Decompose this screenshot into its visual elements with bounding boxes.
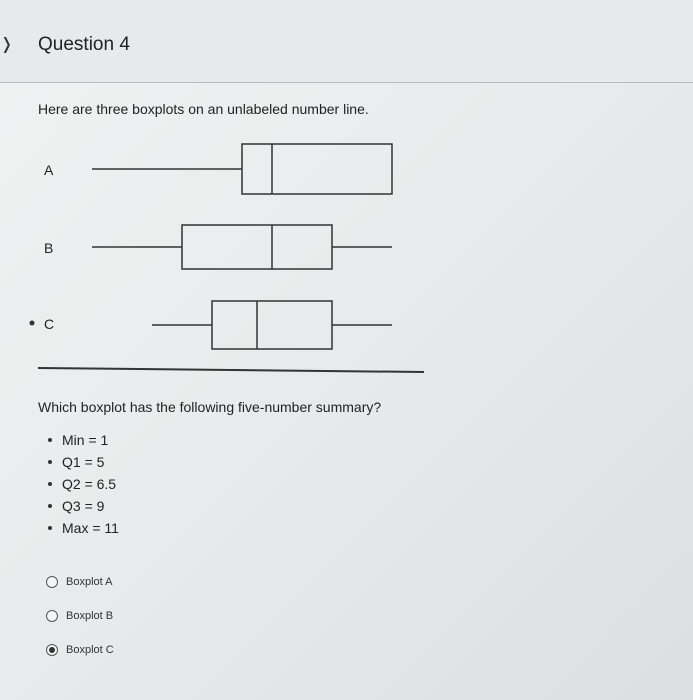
- chevron-right-icon[interactable]: ❭: [0, 34, 14, 53]
- summary-item: Max = 11: [46, 517, 119, 539]
- option-label: Boxplot B: [66, 610, 114, 622]
- option-label: Boxplot A: [66, 576, 113, 588]
- boxplot-A: [44, 144, 392, 194]
- summary-item: Min = 1: [46, 429, 119, 451]
- summary-item: Q2 = 6.5: [46, 473, 119, 495]
- number-line: [38, 368, 424, 372]
- boxplot-figure: [0, 139, 440, 379]
- boxplot-B-box: [182, 225, 332, 269]
- five-number-summary: [46, 429, 119, 539]
- five-number-question: Which boxplot has the following five-number summary?: [38, 399, 382, 415]
- radio-button[interactable]: [46, 644, 58, 656]
- boxplot-C: [30, 301, 393, 349]
- answer-options: [46, 565, 114, 667]
- radio-button[interactable]: [46, 610, 58, 622]
- summary-item: Q1 = 5: [46, 451, 119, 473]
- question-title: Question 4: [38, 34, 130, 55]
- option-boxplot-c[interactable]: [46, 633, 114, 667]
- question-prompt: Here are three boxplots on an unlabeled number line.: [38, 101, 369, 117]
- option-boxplot-b[interactable]: [46, 599, 114, 633]
- boxplot-C-box: [212, 301, 332, 349]
- question-header: [0, 0, 693, 83]
- boxplot-label-A: A: [44, 162, 54, 178]
- option-boxplot-a[interactable]: [46, 565, 114, 599]
- boxplot-label-C: C: [44, 316, 55, 332]
- boxplot-B: [44, 225, 392, 269]
- summary-item: Q3 = 9: [46, 495, 119, 517]
- radio-button[interactable]: [46, 576, 58, 588]
- boxplot-label-B: B: [44, 240, 54, 256]
- boxplot-A-box: [242, 144, 392, 194]
- boxplot-C-outlier: [30, 321, 35, 326]
- question-body: [0, 83, 693, 700]
- option-label: Boxplot C: [66, 644, 114, 656]
